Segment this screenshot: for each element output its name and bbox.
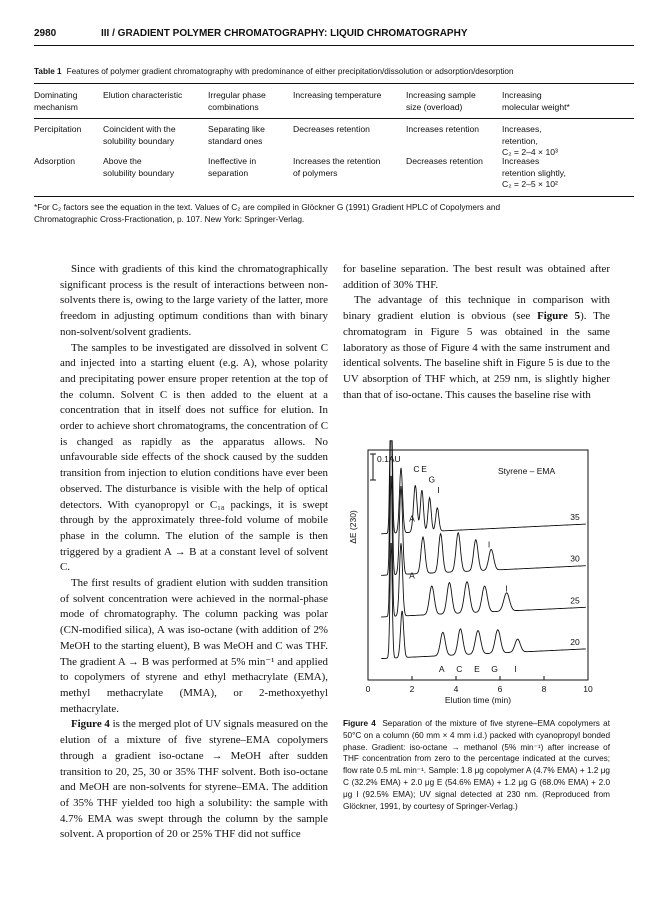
table-cell-temperature (293, 124, 370, 136)
body-column-right (343, 262, 610, 403)
table-cell-line: molecular weight* (502, 101, 570, 112)
table-cell-line: Increases the retention (293, 156, 381, 166)
table-caption-text: Features of polymer gradient chromatography with predominance of either precipitation/dissolution or adsorption/desorption (66, 67, 514, 76)
chromatogram-chart (343, 432, 613, 712)
table-cell-line: Increasing temperature (293, 90, 382, 100)
peak-label: A (409, 570, 415, 581)
peak-label: I (505, 583, 508, 594)
body-column-left (60, 262, 328, 843)
scale-bar-label: 0.1AU (377, 454, 401, 464)
table-cell-mechanism (34, 124, 81, 136)
table-cell-line: combinations (208, 101, 259, 112)
table-cell-line: Separating like (208, 124, 265, 134)
table-top-rule (34, 83, 634, 84)
table-header-elution-characteristic (103, 90, 182, 102)
header-rule (34, 45, 634, 46)
table-cell-line: Ineffective in (208, 156, 257, 166)
table-cell-line: Adsorption (34, 156, 76, 166)
table-cell-line: of polymers (293, 167, 338, 178)
paragraph (343, 293, 610, 403)
table-caption (34, 67, 634, 76)
table-cell-line: C₂ = 2–4 × 10³ (502, 147, 558, 157)
figure-caption-text: Separation of the mixture of five styrene–EMA copolymers at 50°C on a column (60 mm × 4 mm i.d.) packed with cyanopropyl bonded phase. Gradient: iso-octane → methanol (5% min⁻¹) after increase of THF concentration from zero to the percentage indicated at the curves; flow rate 0.5 mL min⁻¹. Sample: 1.8 μg copolymer A (4.7% EMA) + 1.2 μg C (32.2% EMA) + 2.0 μg E (54.6% EMA) + 1.2 μg G (68.0% EMA) + 2.0 μg I (92.5% EMA); UV signal detected at 230 nm. (Reproduced from Glöckner, 1991, by courtesy of Springer-Verlag.) (343, 719, 610, 811)
peak-label: C (456, 664, 463, 675)
table-cell-line: Increasing (502, 90, 542, 100)
table-cell-line: Increases, (502, 124, 542, 134)
table-cell-sample-size (406, 124, 479, 136)
x-tick-label: 0 (365, 684, 371, 694)
peak-label: C (413, 464, 420, 474)
chromatogram-trace-25 (381, 476, 586, 617)
table-cell-molecular-weight (502, 124, 558, 159)
table-cell-elution-characteristic (103, 124, 176, 147)
table-cell-line: Elution characteristic (103, 90, 183, 100)
peak-label: E (474, 664, 480, 675)
table-cell-line: Percipitation (34, 124, 82, 134)
table-bottom-rule (34, 196, 634, 197)
table-cell-line: C₂ = 2–5 × 10² (502, 179, 558, 189)
paragraph-text: The advantage of this technique in comparison with binary gradient elution is obvious (see (343, 294, 610, 323)
table-header-rule (34, 118, 634, 119)
figure-reference: Figure 4 (71, 718, 110, 731)
table-cell-line: separation (208, 167, 249, 178)
table-label: Table 1 (34, 67, 62, 76)
peak-label: A (438, 664, 445, 675)
peak-label: I (487, 539, 491, 550)
peak-label: A (409, 513, 415, 524)
chart-title: Styrene – EMA (498, 466, 556, 476)
paragraph: for baseline separation. The best result was obtained after addition of 30% THF. (343, 263, 610, 291)
table-footnote (34, 202, 634, 225)
page-number: 2980 (34, 28, 57, 39)
table-cell-line: Decreases retention (406, 156, 483, 166)
table-cell-line: solubility boundary (103, 167, 175, 178)
figure-label: Figure 4 (343, 719, 376, 728)
series-label: 35 (570, 512, 580, 523)
table-cell-temperature (293, 156, 380, 179)
paragraph: Since with gradients of this kind the chromatographically significant process is the result of interactions between non-solvents there is, owing to the large variety of the latter, more freedom in adjusting optimum conditions than with binary non-solvent/solvent gradients. (60, 263, 328, 338)
table-cell-line: Decreases retention (293, 124, 370, 134)
table-cell-line: solubility boundary (103, 135, 175, 146)
table-cell-line: standard ones (208, 135, 263, 146)
paragraph-text: is the merged plot of UV signals measured on the elution of a mixture of five styrene–EMA copolymers through a gradient iso-octane → MeOH after sudden transition to 20, 25, 30 or 35% THF solvent. Both iso-octane and MeOH are non-solvents for styrene–EMA. The addition of 35% THF yielded too high a solubility: the sample with 4.7% EMA was swept through the column by the sample solvent. A proportion of 20 or 25% THF did not suffice (60, 718, 328, 841)
table-footnote-line: Chromatographic Cross-Fractionation, p. 107. New York: Springer-Verlag. (34, 213, 305, 224)
table-cell-irregular-phase (208, 156, 256, 179)
table-cell-line: Dominating (34, 90, 78, 100)
table-cell-molecular-weight (502, 156, 566, 191)
x-axis-label: Elution time (min) (444, 695, 512, 705)
peak-label: I (437, 484, 440, 495)
plot-frame (368, 450, 588, 680)
x-tick-label: 4 (453, 684, 459, 694)
table-cell-line: Increases retention (406, 124, 480, 134)
paragraph-text: ). The chromatogram in Figure 5 was obtained in the same laboratory as those of Figure 4 with the same instrument and identical solvents. The baseline shift in Figure 5 is due to the UV absorption of THF which, at 259 nm, is slightly higher than that of iso-octane. This causes the baseline rise with (343, 310, 611, 401)
table-header-irregular-phase (208, 90, 266, 113)
peak-label: G (428, 474, 436, 485)
table-cell-line: mechanism (34, 101, 78, 112)
table-cell-line: Above the (103, 156, 142, 166)
table-cell-elution-characteristic (103, 156, 174, 179)
y-axis-label: ΔE (230) (348, 510, 358, 544)
x-tick-label: 8 (541, 684, 547, 694)
series-label: 25 (570, 595, 580, 606)
x-tick-label: 2 (409, 684, 415, 694)
figure-caption (343, 718, 610, 812)
table-cell-line: Increases (502, 156, 540, 166)
table-cell-line: retention slightly, (502, 167, 566, 178)
table-cell-line: size (overload) (406, 101, 463, 112)
table-footnote-line: *For C₂ factors see the equation in the text. Values of C₂ are compiled in Glöckner G (1991) Gradient HPLC of Copolymers and (34, 202, 501, 212)
table-cell-irregular-phase (208, 124, 265, 147)
table-cell-line: Increasing sample (406, 90, 476, 100)
table-cell-line: Coincident with the (103, 124, 176, 134)
series-label: 20 (570, 636, 580, 647)
paragraph: The first results of gradient elution with sudden transition of solvent concentration were achieved in the normal-phase mode of chromatography. The column packing was polar (CN-modified silica), A was iso-octane (with addition of 2% MeOH to the starting eluent), B was MeOH and C was THF. The gradient A → B was performed at 5% min⁻¹ and applied to copolymers of styrene and ethyl methacrylate (EMA), methyl methacrylate (MMA), or 2-methoxyethyl methacrylate. (60, 577, 328, 715)
figure-reference: Figure 5 (537, 310, 581, 323)
peak-label: I (514, 664, 517, 675)
chromatogram-trace-30 (381, 441, 586, 576)
paragraph (60, 717, 328, 843)
table-header-temperature (293, 90, 381, 102)
paragraph: The samples to be investigated are dissolved in solvent C and injected into a starting eluent (e.g. A), whose polarity and precipitating power ensure proper retention at the top of the column. Solvent C is then added to the eluent at a concentration that in itself does not suffice for elution. In order to achieve short chromatograms, the concentration of C is changed as rapidly as the apparatus allows. No unfavourable side effects of the shock caused by the sudden transition from injection to elution conditions have ever been observed. The disturbance is visible with the help of optical detectors. With cyanopropyl or C₁₈ packings, it is swept through by the approximately three-fold volume of mobile phase in the column. The elution of the sample is then triggered by a gradient A → B at a constant level of solvent C. (60, 341, 328, 574)
table-header-sample-size (406, 90, 476, 113)
running-header (34, 28, 634, 42)
table-header-molecular-weight (502, 90, 570, 113)
table-cell-sample-size (406, 156, 483, 168)
table-header-mechanism (34, 90, 78, 113)
peak-label: E (421, 464, 427, 474)
series-label: 30 (570, 553, 580, 564)
table-cell-line: retention, (502, 135, 538, 146)
x-tick-label: 6 (497, 684, 503, 694)
table-cell-mechanism (34, 156, 75, 168)
running-title: III / GRADIENT POLYMER CHROMATOGRAPHY: LIQUID CHROMATOGRAPHY (101, 28, 468, 39)
x-tick-label: 10 (583, 684, 593, 694)
peak-label: G (491, 664, 498, 675)
table-cell-line: Irregular phase (208, 90, 266, 100)
chromatogram-trace-20 (381, 543, 586, 658)
